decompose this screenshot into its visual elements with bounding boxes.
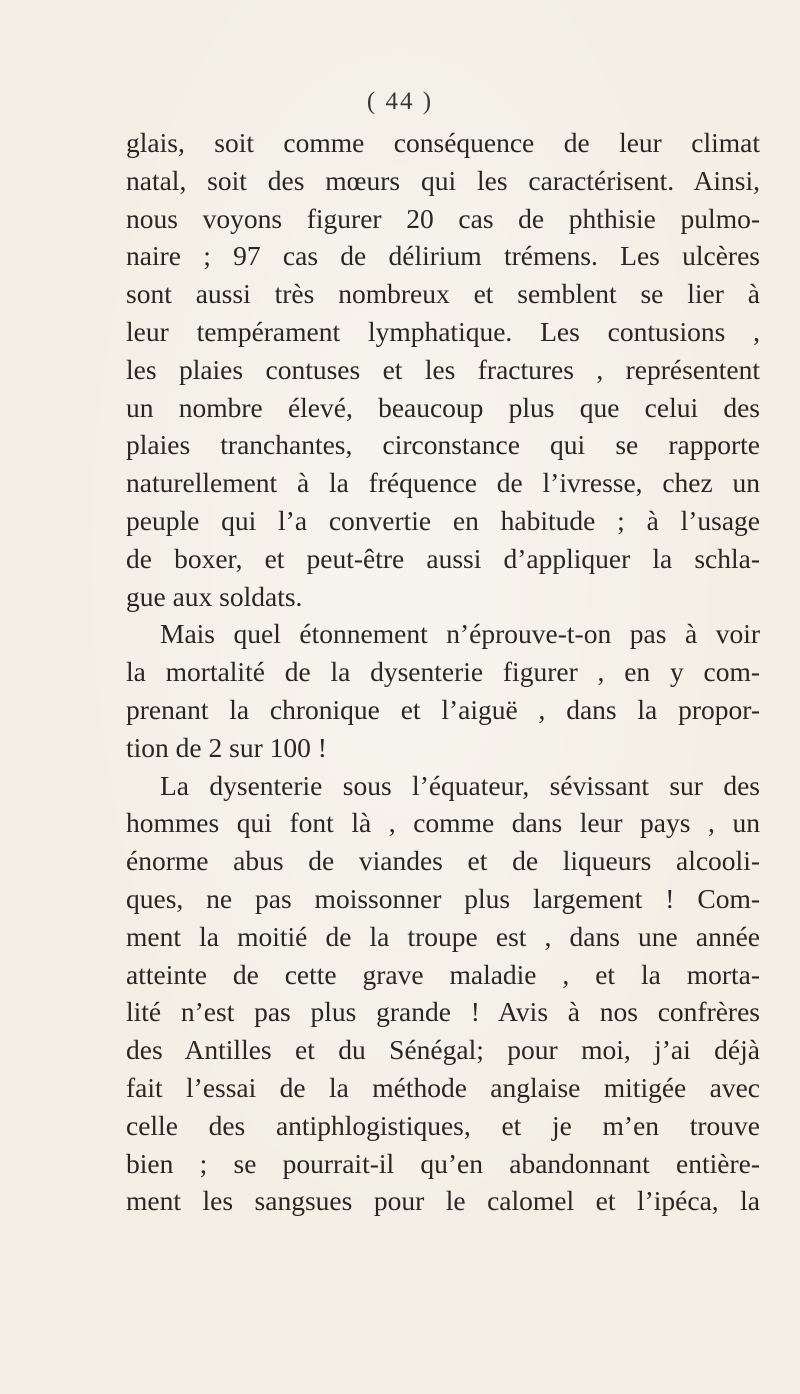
text-line: plaies tranchantes, circonstance qui se rapporte [126, 429, 760, 461]
text-line: la mortalité de la dysenterie figurer , en y com- [126, 656, 760, 688]
text-line: natal, soit des mœurs qui les caractérisent. Ainsi, [126, 164, 760, 196]
text-line: sont aussi très nombreux et semblent se lier à [126, 278, 760, 310]
text-line: nous voyons figurer 20 cas de phthisie pulmo- [126, 202, 760, 234]
text-line: glais, soit comme conséquence de leur climat [126, 127, 760, 158]
text-line: ment les sangsues pour le calomel et l’ipéca, la [126, 1185, 760, 1217]
text-line: prenant la chronique et l’aiguë , dans la propor- [126, 693, 760, 725]
text-line: leur tempérament lymphatique. Les contusions , [126, 315, 760, 347]
text-line: Mais quel étonnement n’éprouve-t-on pas à voir [160, 618, 760, 650]
text-line: ques, ne pas moissonner plus largement ! Com- [126, 882, 760, 914]
text-line: hommes qui font là , comme dans leur pays , un [126, 807, 760, 839]
text-line: atteinte de cette grave maladie , et la morta- [126, 958, 760, 990]
text-line: gue aux soldats. [126, 580, 303, 612]
text-line: celle des antiphlogistiques, et je m’en trouve [126, 1109, 760, 1141]
page-number: ( 44 ) [366, 88, 434, 115]
text-line: peuple qui l’a convertie en habitude ; à l’usage [126, 504, 760, 536]
text-line: bien ; se pourrait-il qu’en abandonnant entière- [126, 1147, 760, 1179]
text-line: de boxer, et peut-être aussi d’appliquer la schla- [126, 542, 760, 574]
text-line: un nombre élevé, beaucoup plus que celui des [126, 391, 760, 423]
text-line: fait l’essai de la méthode anglaise mitigée avec [126, 1071, 760, 1103]
text-line: ment la moitié de la troupe est , dans une année [126, 920, 760, 952]
text-line: énorme abus de viandes et de liqueurs alcooli- [126, 845, 760, 877]
text-line: naturellement à la fréquence de l’ivresse, chez un [126, 467, 760, 499]
text-line: des Antilles et du Sénégal; pour moi, j’ai déjà [126, 1034, 760, 1066]
text-line: naire ; 97 cas de délirium trémens. Les ulcères [126, 240, 760, 272]
text-line: les plaies contuses et les fractures , représentent [126, 353, 760, 385]
body-text [126, 124, 760, 1220]
text-line: tion de 2 sur 100 ! [126, 731, 327, 763]
text-line: La dysenterie sous l’équateur, sévissant sur des [160, 769, 760, 801]
text-line: lité n’est pas plus grande ! Avis à nos confrères [126, 996, 760, 1028]
